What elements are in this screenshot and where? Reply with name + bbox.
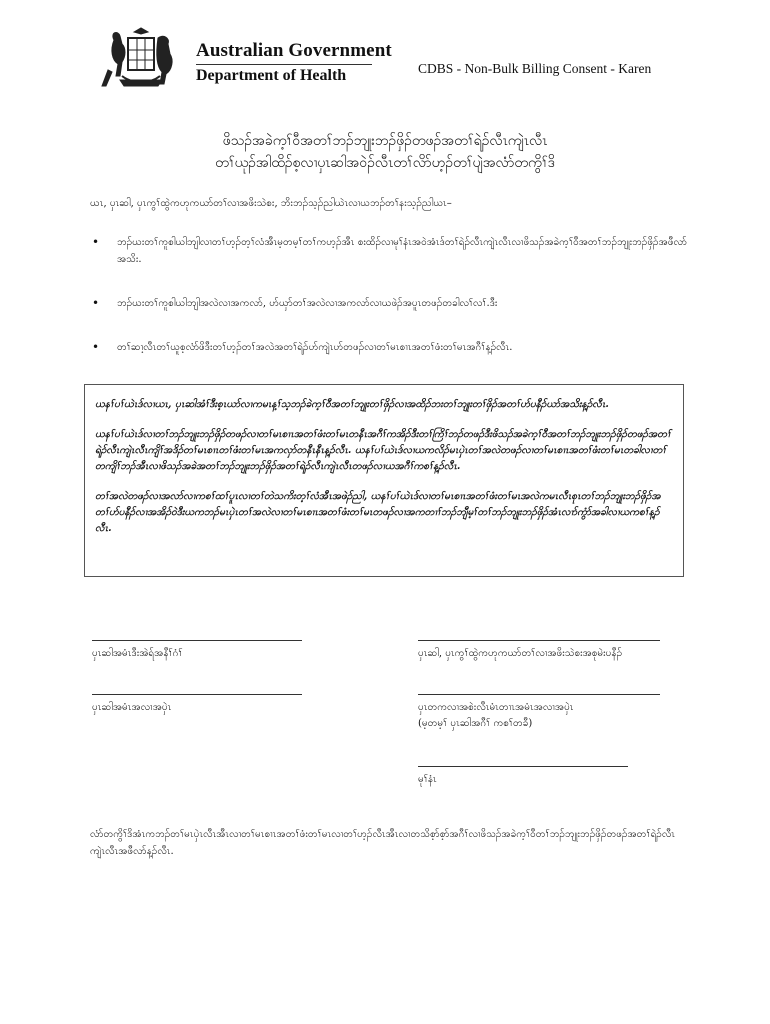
title-line-2: တၢ်ယုၣ်အါထိၣ်စ့လၢပှၤဆါအဝဲၣ်လီၤတၢ်လိာ်ဟ့ၣ်တၢ်ပျဲအလံာ်တကွိၢ်ဒိ	[215, 155, 555, 171]
practitioner-name-line[interactable]	[92, 694, 302, 695]
title-line-1: ဖိသၣ်အခဲက့ၢ်ဝီအတၢ်ဘၣ်ဘျုးဘၣ်ဖှိၣ်တဖၣ်အတၢ်ရဲၣ်လီၤကျဲၤလီၤ	[222, 133, 548, 149]
form-code: CDBS - Non-Bulk Billing Consent - Karen	[418, 61, 652, 76]
bullet-icon: •	[92, 340, 100, 354]
guardian-signature-line[interactable]	[418, 640, 660, 641]
consent-paragraph: တၢ်အလဲတဖၣ်လၢအလာ်လၢကစၢ်ထၢ်ပူၤလၢတၢ်တဲသကိးတ့ၢ်လံအီၤအဖဲၣ်ညါ, ယနၢ်ပၢ်ယဲၤဒ်လၢတၢ်မၤစၢၤအတၢ်ဖံးတၢ်မၤအလဲကမၤလီၤစုၤတၢ်ဘၣ်ဘျုးဘၣ်ဖှိၣ်အတၢ်ဟ်ပနီၣ်လၢအအိၣ်ဝဲဒီးယကဘၣ်မၤပှဲၤတၢ်အလဲလၢတၢ်မၤစၢၤအတၢ်ဖံးတၢ်မၤတဖၣ်လၢအကတၢၢ်ဘၣ်ဘျီမ့ၢ်တၢ်ဘၣ်ဘျုးဘၣ်ဖှိၣ်အံၤလၢာ်ကွံာ်အခါလၢယကစၢ်န့ၣ်လီၤ.	[95, 491, 661, 534]
consent-box	[84, 384, 684, 577]
practitioner-name-label: ပှၤဆါအမံၤအလၢအပှဲၤ	[92, 702, 172, 713]
list-item	[90, 295, 690, 312]
consent-paragraph: ယနၢ်ပၢ်ယဲၤဒ်လၢတၢ်ဘၣ်ဘျုးဘၣ်ဖှိၣ်တဖၣ်လၢတၢ်မၤစၢၤအတၢ်ဖံးတၢ်မၤတနီၤအဂီၢ်ကအိၣ်ဒီးတၢ်ကြိၢ်ဘၣ်တဖၣ်ဒီးဖိသၣ်အခဲက့ၢ်ဝီအတၢ်ဘၣ်ဘျုးဘၣ်ဖှိၣ်တဖၣ်အတၢ်ရဲၣ်လီၤကျဲၤလီၤကျိၢ်အဒိၣ်တၢ်မၤစၢၤတၢ်ဖံးတၢ်မၤအကလှာ်တနီၤနီၤန့ၣ်လီၤ. ယနၢ်ပၢ်ယဲၤဒ်လၢယကလိၣ်မၤပှဲၤတၢ်အလဲတဖၣ်လၢတၢ်မၤစၢၤအတၢ်ဖံးတၢ်မၤတခါလၢတၢ်တကျိၢ်ဘၣ်အီၤလၢဖိသၣ်အခဲအတၢ်ဘၣ်ဘျုးဘၣ်ဖှိၣ်အတၢ်ရဲၣ်လီၤကျဲၤလီၤတဖၣ်လၢယအဂီၢ်ကစၢ်န့ၣ်လီၤ.	[95, 429, 672, 472]
date-line[interactable]	[418, 766, 628, 767]
document-title	[150, 130, 620, 174]
patient-name-label: ပှၤဆါအမံၤဒီးအဲရ်အနီၢ်ဂံၢ်	[92, 648, 183, 659]
list-item	[90, 339, 690, 356]
witness-name-line[interactable]	[418, 694, 660, 695]
bullet-text: တၢ်ဆၢ့လီၤတၢ်ယူစ့လံာ်ဖိဒီးတၢ်ဟ့ၣ်တၢ်အလဲအတၢ်ရဲၣ်ဟ်ကျဲၤဟ်တဖၣ်လၢတၢ်မၤစၢၤအတၢ်ဖံးတၢ်မၤအဂီၢ်န့ၣ်လီၤ.	[117, 342, 513, 353]
bullet-text: ဘၣ်ယးတၢ်ကူစါယါဘျါလၢတၢ်ဟ့ၣ်တ့ၢ်လံအီၤမ့တမ့ၢ်တၢ်ကဟ့ၣ်အီၤ စးထိၣ်လၢမုၢ်နံၤအဝဲအံၤဒ်တၢ်ရဲၣ်လီၤကျဲၤလီၤလၢဖိသၣ်အခဲက့ၢ်ဝီအတၢ်ဘၣ်ဘျုးဘၣ်ဖှိၣ်အဖီလာ်အသိး.	[117, 237, 687, 265]
department-name: Department of Health	[196, 67, 347, 84]
footer-note: လံာ်တကွိၢ်ဒိအံၤကဘၣ်တၢ်မၤပှဲၤလီၤအီၤလၢတၢ်မၤစၢၤအတၢ်ဖံးတၢ်မၤလၢတၢ်ဟ့ၣ်လီၤအီၤလၢတသိစ့ာ်စ့ာ်အဂီၢ်လၢဖိသၣ်အခဲက့ၢ်ဝီတၢ်ဘၣ်ဘျုးဘၣ်ဖှိၣ်တဖၣ်အတၢ်ရဲၣ်လီၤကျဲၤလီၤအဖီလာ်န့ၣ်လီၤ.	[90, 829, 675, 857]
guardian-signature-label: ပှၤဆါ, ပှၤကွၢ်ထွဲကဟုကယာ်တၢ်လၢအဖိးသဲစးအစုမဲးပနီၣ်	[418, 648, 623, 659]
header-rule	[196, 64, 372, 65]
date-label: မုၢ်နံၤ	[418, 774, 437, 785]
bullet-icon: •	[92, 296, 100, 310]
list-item	[90, 234, 690, 268]
bullet-text: ဘၣ်ယးတၢ်ကူစါယါဘျါအလဲလၢအကလာ်, ဟ်ယှာ်တၢ်အလဲလၢအကလာ်လၢယဖဲၣ်အပူၤတဖၣ်တခါလၢ်လၢ်.ဒီး	[117, 298, 498, 309]
consent-paragraph: ယနၢ်ပၢ်ယဲၤဒ်လၢယၤ, ပှၤဆါအံၢ်ဒီးစ့ၤယာ်လၢကမၤန့ၢ်သ့ဘၣ်ခဲက့ၢ်ဝီအတၢ်ဘျုးတၢ်ဖှိၣ်လၢအထိၣ်ဘးတၢ်ဘျုးတၢ်ဖှိၣ်အတၢ်ဟ်ပနီၣ်ယာ်အသိးန့ၣ်လီၤ.	[95, 399, 609, 410]
intro-text: ယၤ, ပှၤဆါ, ပှၤကွၢ်ထွဲကဟုကယာ်တၢ်လၢအဖိးသဲစး, ဘိးဘၣ်သ့ၣ်ညါယဲၤလၢယဘၣ်တၢ်နးသ့ၣ်ညါယၤ–	[90, 198, 452, 209]
org-name: Australian Government	[196, 40, 392, 61]
coat-of-arms-icon	[92, 26, 188, 92]
bullet-icon: •	[92, 235, 100, 249]
witness-note: (မ့တမ့ၢ် ပှၤဆါအဂီၢ် ကစၢ်တခီ)	[418, 718, 533, 729]
witness-name-label: ပှၤတကလၢအစဲးလီၤမံၤတၢၤအမံၤအလၢအပှဲၤ	[418, 702, 574, 713]
patient-name-line[interactable]	[92, 640, 302, 641]
bullet-list	[90, 234, 690, 383]
